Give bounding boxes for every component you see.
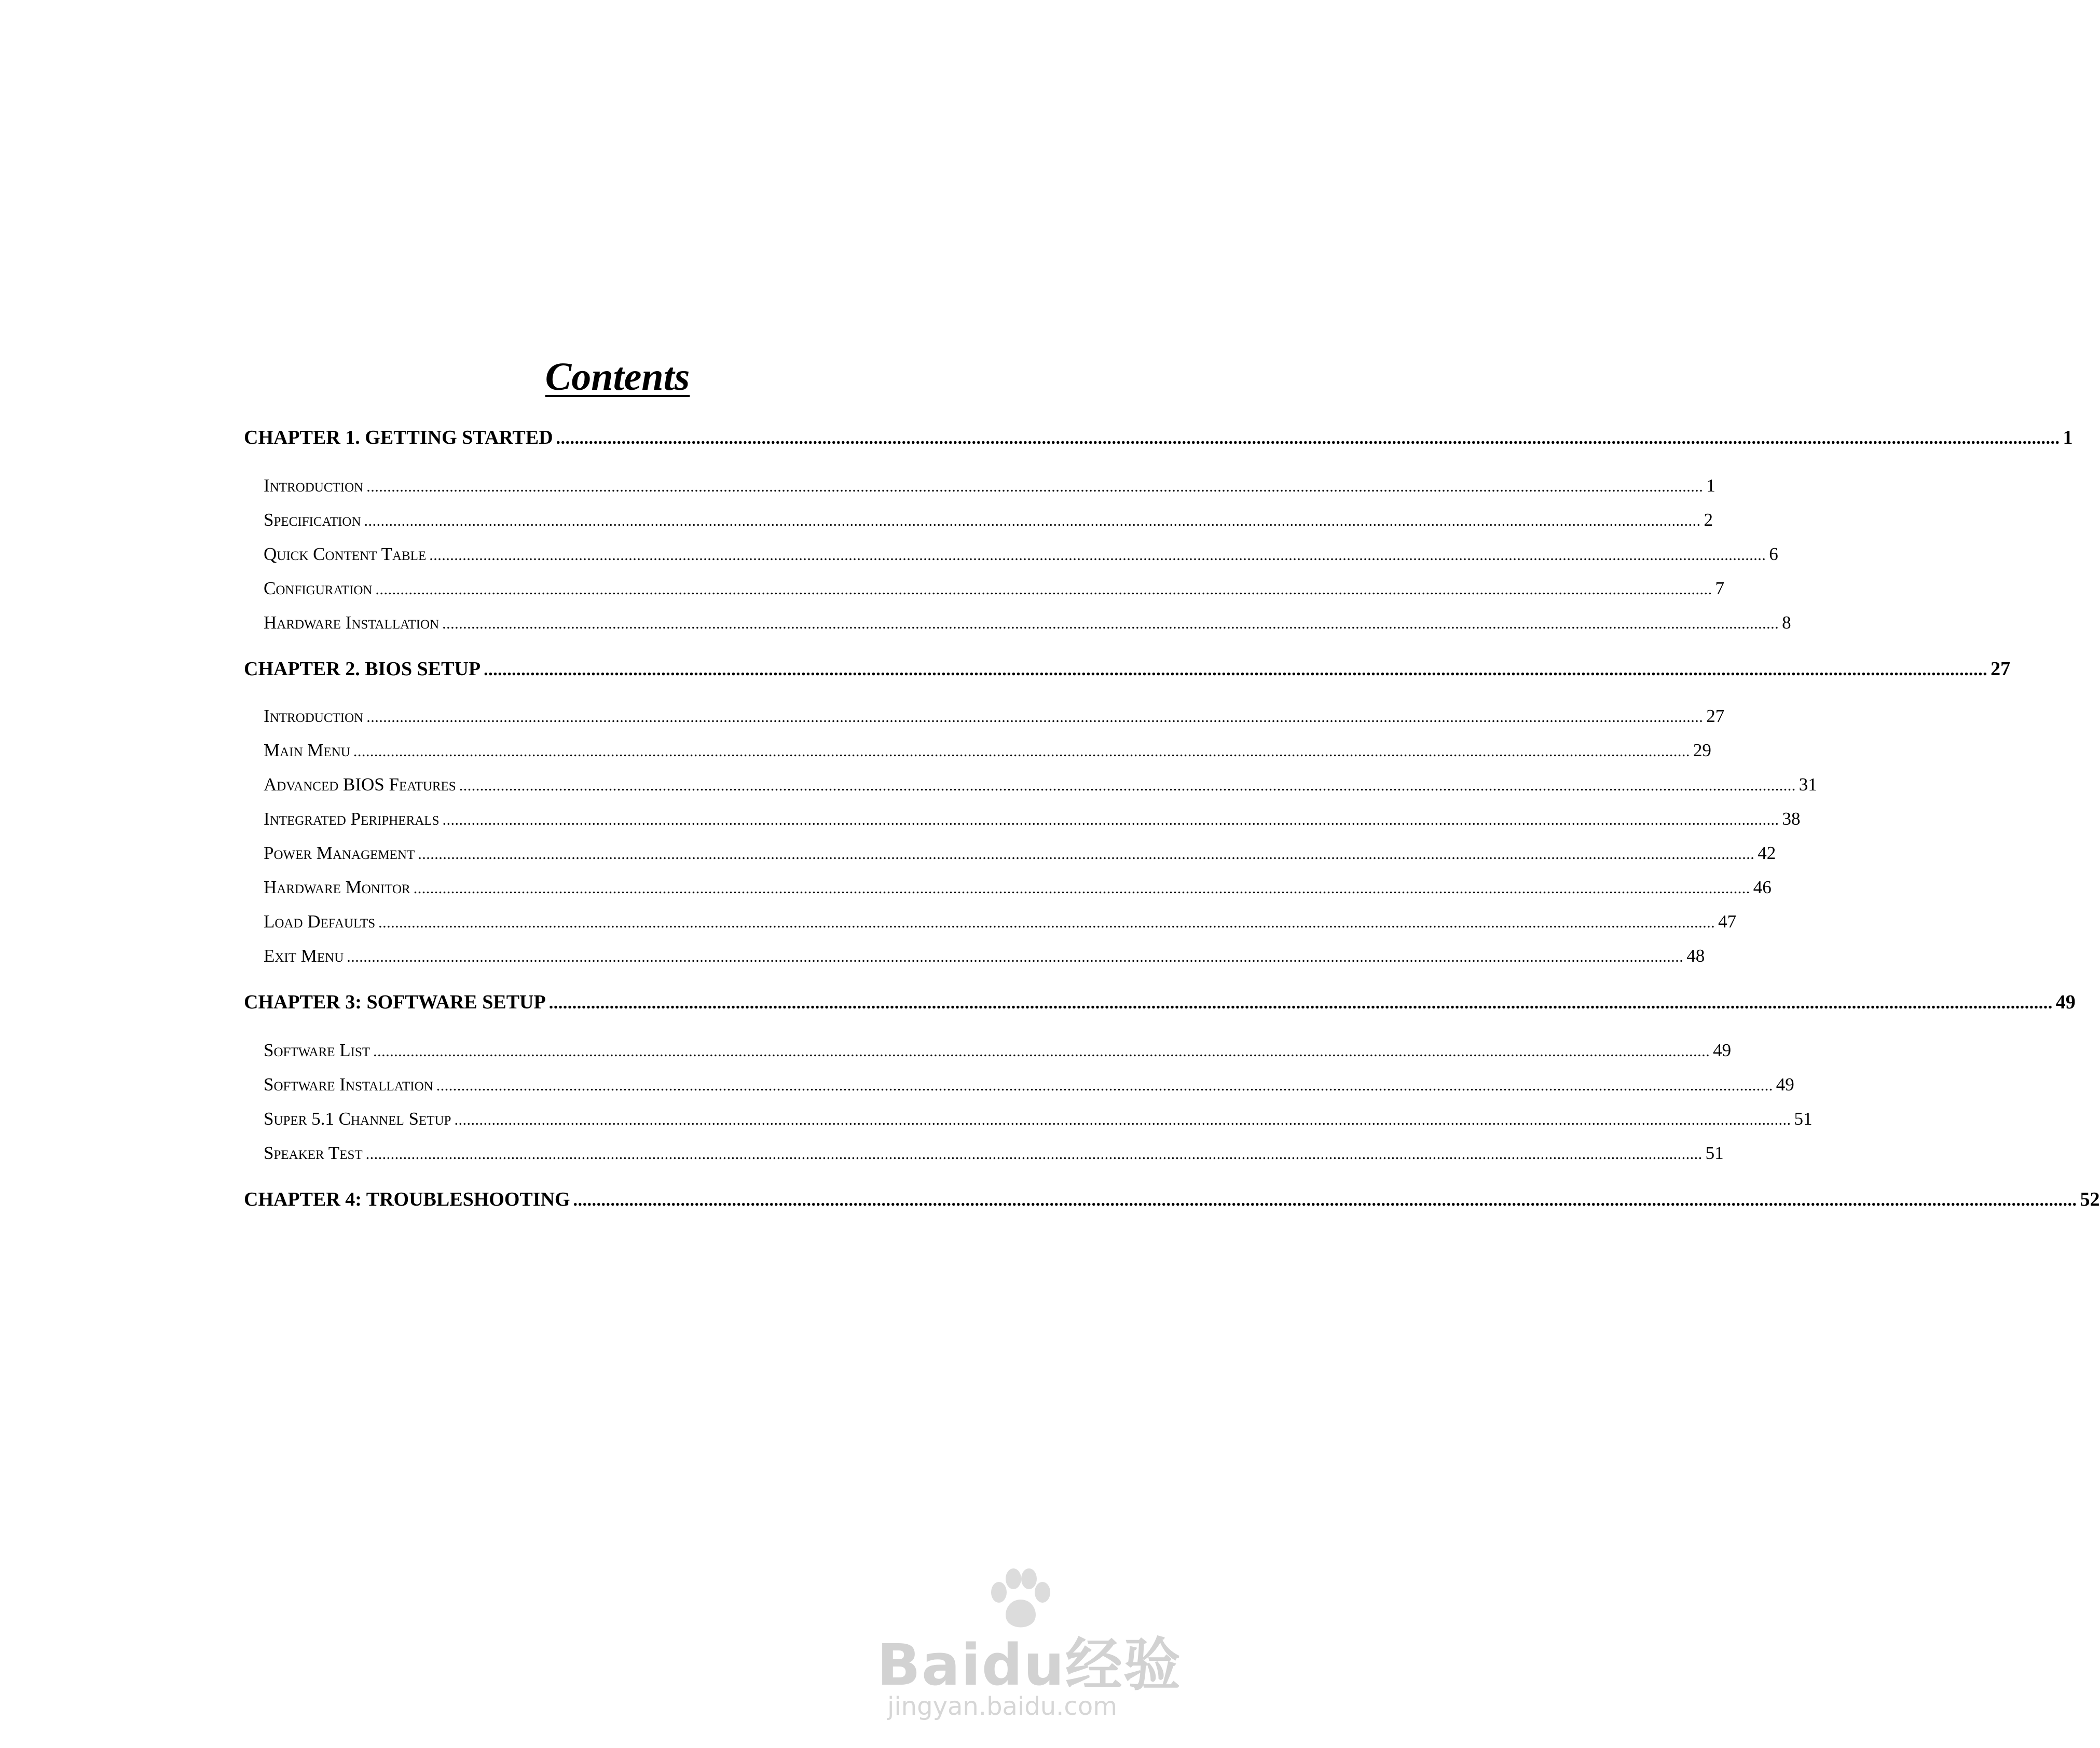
toc-section[interactable] <box>264 706 1725 726</box>
toc-page-number: 8 <box>1782 612 1791 633</box>
toc-section[interactable] <box>264 843 1776 863</box>
toc-section[interactable] <box>264 877 1772 897</box>
toc-section-label: Hardware Installation <box>264 612 440 633</box>
toc-section[interactable] <box>264 612 1791 633</box>
toc-page-number: 31 <box>1799 774 1817 795</box>
toc-page-number: 6 <box>1769 544 1778 564</box>
toc-page-number: 1 <box>1706 475 1715 496</box>
toc-leader: .................................................................................................................................................................................................................................................................................................................................. <box>366 478 1704 495</box>
toc-page-number: 46 <box>1753 877 1772 897</box>
toc-leader: .................................................................................................................................................................................................................................................................................................................................. <box>454 1111 1791 1128</box>
toc-page-number: 42 <box>1758 843 1776 863</box>
toc-page-number: 38 <box>1782 809 1801 829</box>
toc-section-label: Software List <box>264 1040 370 1060</box>
toc-leader: .................................................................................................................................................................................................................................................................................................................................. <box>365 1145 1703 1163</box>
toc-section-label: Software Installation <box>264 1074 433 1095</box>
toc-section[interactable] <box>264 475 1715 496</box>
toc-page-number: 48 <box>1686 946 1705 966</box>
toc-leader: .................................................................................................................................................................................................................................................................................................................................. <box>436 1077 1773 1094</box>
toc-page-number: 7 <box>1715 578 1724 598</box>
toc-section[interactable] <box>264 740 1711 760</box>
toc-page-number: 51 <box>1705 1143 1724 1163</box>
toc-section-label: Quick Content Table <box>264 544 427 564</box>
toc-leader: .................................................................................................................................................................................................................................................................................................................................. <box>418 845 1755 863</box>
toc-leader: .................................................................................................................................................................................................................................................................................................................................. <box>556 429 2060 448</box>
toc-section[interactable] <box>264 946 1705 966</box>
toc-section-label: Exit Menu <box>264 946 344 966</box>
toc-page-number: 49 <box>2055 991 2076 1013</box>
toc-leader: .................................................................................................................................................................................................................................................................................................................................. <box>459 777 1796 794</box>
toc-section-label: Load Defaults <box>264 911 376 932</box>
toc-section[interactable] <box>264 578 1724 598</box>
toc-chapter-1[interactable] <box>244 427 2073 448</box>
toc-leader: .................................................................................................................................................................................................................................................................................................................................. <box>378 914 1715 931</box>
toc-leader: .................................................................................................................................................................................................................................................................................................................................. <box>429 547 1766 564</box>
toc-chapter-3[interactable] <box>244 991 2076 1013</box>
watermark-brand: Baidu经验 <box>877 1632 1182 1698</box>
toc-section-label: Specification <box>264 510 361 530</box>
toc-section-label: Speaker Test <box>264 1143 363 1163</box>
toc-page-number: 27 <box>1706 706 1725 726</box>
toc-section[interactable] <box>264 1109 1813 1129</box>
toc-section-label: Main Menu <box>264 740 350 760</box>
toc-chapter-label: CHAPTER 2. BIOS SETUP <box>244 658 481 680</box>
toc-section-label: Introduction <box>264 475 364 496</box>
toc-page-number: 47 <box>1718 911 1737 932</box>
toc-leader: .................................................................................................................................................................................................................................................................................................................................. <box>573 1191 2077 1210</box>
toc-page-number: 2 <box>1704 510 1713 530</box>
toc-section-label: Hardware Monitor <box>264 877 410 897</box>
baidu-watermark <box>877 1567 1188 1723</box>
toc-leader: .................................................................................................................................................................................................................................................................................................................................. <box>347 948 1684 965</box>
toc-page-number: 49 <box>1776 1074 1794 1095</box>
toc-chapter-4[interactable] <box>244 1189 2100 1210</box>
toc-section-label: Integrated Peripherals <box>264 809 440 829</box>
watermark-url: jingyan.baidu.com <box>887 1692 1117 1721</box>
toc-chapter-label: CHAPTER 3: SOFTWARE SETUP <box>244 991 546 1013</box>
toc-page-number: 49 <box>1713 1040 1732 1060</box>
toc-section[interactable] <box>264 510 1713 530</box>
toc-leader: .................................................................................................................................................................................................................................................................................................................................. <box>364 512 1701 529</box>
toc-leader: .................................................................................................................................................................................................................................................................................................................................. <box>366 708 1704 726</box>
toc-leader: .................................................................................................................................................................................................................................................................................................................................. <box>375 581 1712 598</box>
toc-leader: .................................................................................................................................................................................................................................................................................................................................. <box>442 811 1779 828</box>
toc-page-number: 52 <box>2080 1189 2100 1210</box>
toc-section[interactable] <box>264 1143 1724 1163</box>
toc-page-number: 27 <box>1991 658 2011 680</box>
toc-leader: .................................................................................................................................................................................................................................................................................................................................. <box>353 743 1690 760</box>
toc-section-label: Introduction <box>264 706 364 726</box>
toc-chapter-label: CHAPTER 4: TROUBLESHOOTING <box>244 1189 570 1210</box>
toc-section[interactable] <box>264 774 1817 795</box>
toc-section-label: Power Management <box>264 843 415 863</box>
toc-section-label: Advanced BIOS Features <box>264 774 456 795</box>
toc-leader: .................................................................................................................................................................................................................................................................................................................................. <box>413 880 1750 897</box>
toc-leader: .................................................................................................................................................................................................................................................................................................................................. <box>373 1043 1710 1060</box>
toc-chapter-label: CHAPTER 1. GETTING STARTED <box>244 427 553 448</box>
toc-leader: .................................................................................................................................................................................................................................................................................................................................. <box>442 615 1779 632</box>
toc-section[interactable] <box>264 809 1801 829</box>
toc-chapter-2[interactable] <box>244 658 2011 680</box>
page-title: Contents <box>545 355 690 399</box>
toc-section[interactable] <box>264 1074 1794 1095</box>
toc-leader: .................................................................................................................................................................................................................................................................................................................................. <box>548 993 2053 1013</box>
toc-section[interactable] <box>264 544 1778 564</box>
toc-leader: .................................................................................................................................................................................................................................................................................................................................. <box>484 660 1988 679</box>
toc-section-label: Configuration <box>264 578 373 598</box>
toc-page-number: 1 <box>2063 427 2073 448</box>
toc-section-label: Super 5.1 Channel Setup <box>264 1109 451 1129</box>
toc-section[interactable] <box>264 911 1737 932</box>
toc-page-number: 51 <box>1794 1109 1813 1129</box>
toc-page-number: 29 <box>1693 740 1711 760</box>
toc-section[interactable] <box>264 1040 1732 1060</box>
